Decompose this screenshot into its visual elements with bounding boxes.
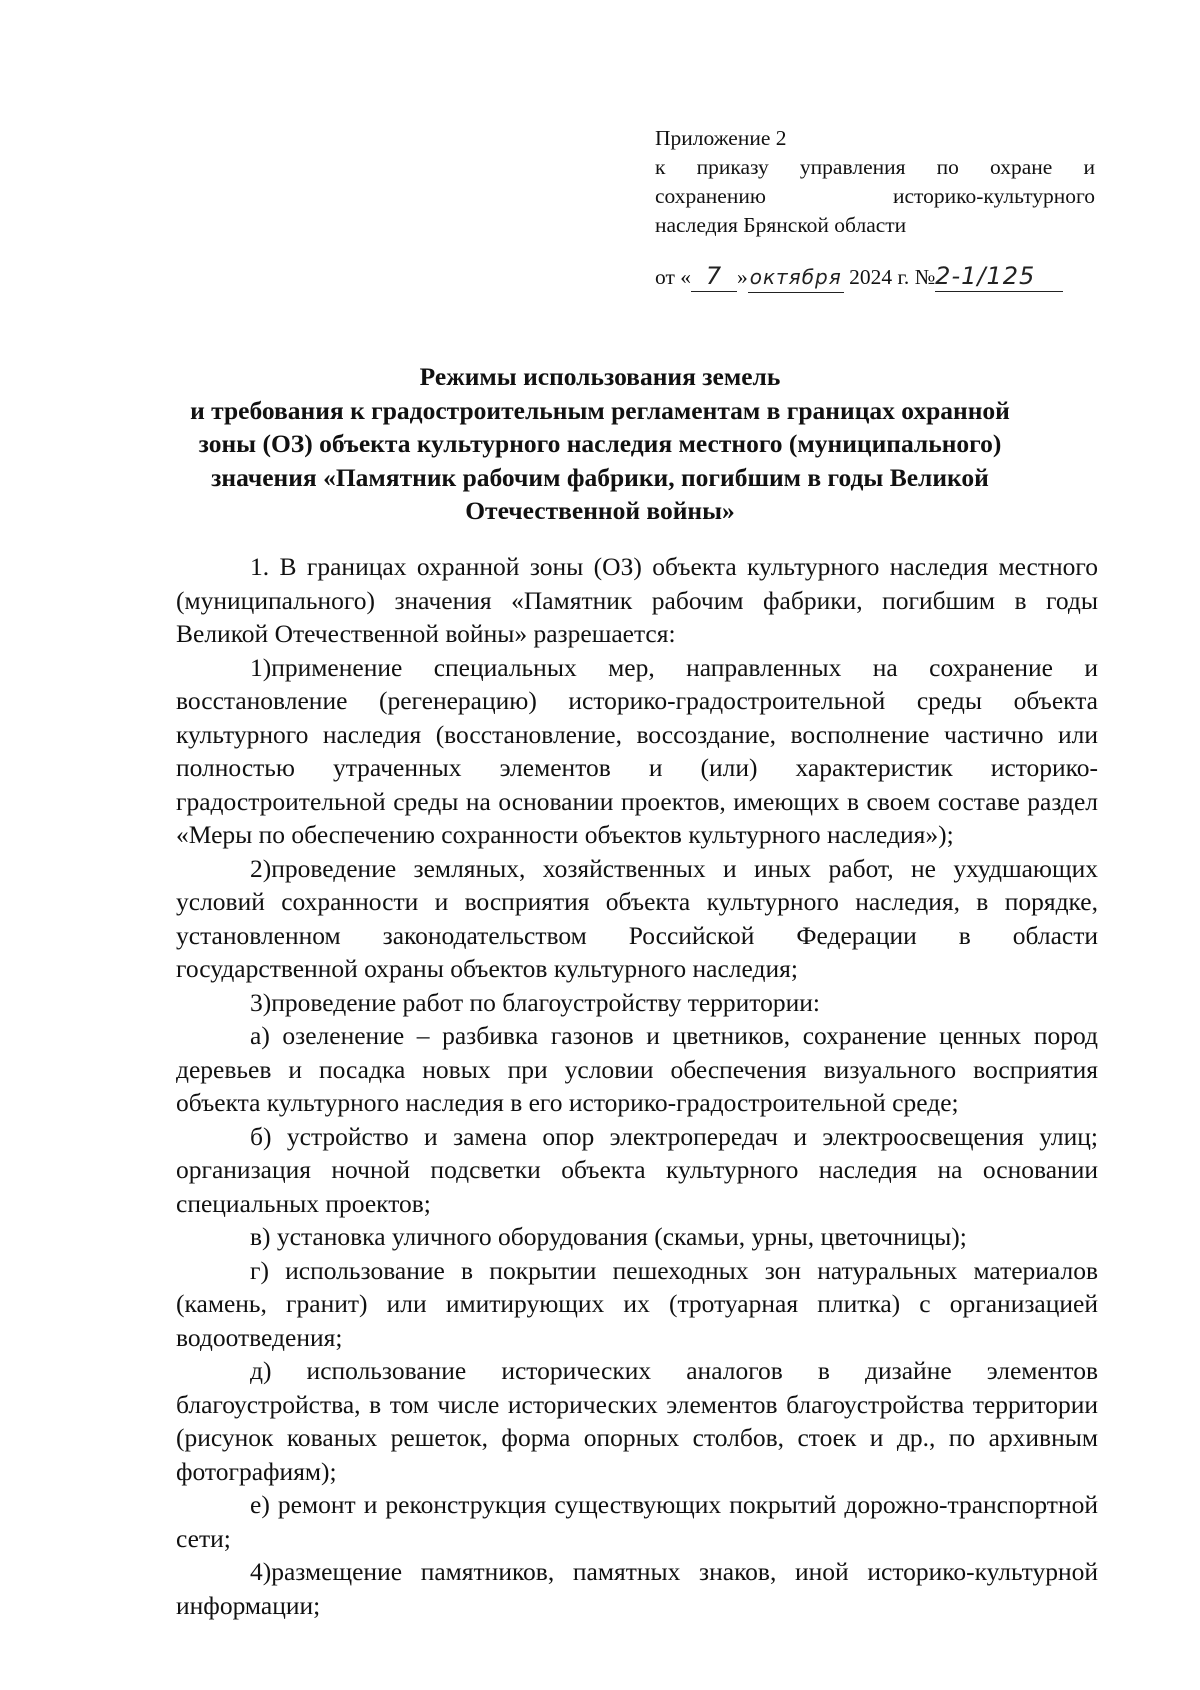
paragraph-sub-a: а) озеленение – разбивка газонов и цветников, сохранение ценных пород деревьев и посадка новых при условии обеспечения визуального восприятия объекта культурного наследия в его историко-градостроительной среде;: [176, 1021, 1098, 1117]
title-line: зоны (ОЗ) объекта культурного наследия местного (муниципального): [198, 429, 1002, 458]
title-line: значения «Памятник рабочим фабрики, погибшим в годы Великой: [211, 462, 989, 492]
appendix-label: Приложение 2: [655, 126, 787, 150]
order-number-handwritten: 2-1/125: [935, 262, 1063, 292]
document-body: [176, 550, 1098, 1622]
paragraph-item-4: 4)размещение памятников, памятных знаков, иной историко-культурной информации;: [176, 1557, 1098, 1620]
order-prefix: от «: [655, 265, 691, 289]
appendix-header: [655, 124, 1095, 240]
paragraph-item-2: 2)проведение земляных, хозяйственных и иных работ, не ухудшающих условий сохранности и восприятия объекта культурного наследия, в порядке, установленном законодательством Российской Федерации в области государственной охраны объектов культурного наследия;: [176, 853, 1098, 983]
title-line: Отечественной войны»: [465, 496, 735, 525]
order-mid: »: [737, 265, 748, 289]
title-line: и требования к градостроительным регламентам в границах охранной: [190, 395, 1010, 425]
document-title: [150, 360, 1050, 528]
order-year: 2024 г. №: [843, 265, 936, 289]
paragraph-intro: 1. В границах охранной зоны (ОЗ) объекта культурного наследия местного (муниципального) значения «Памятник рабочим фабрики, погибшим в годы Великой Отечественной войны» разрешается:: [176, 552, 1098, 648]
order-day-handwritten: 7: [691, 262, 737, 292]
order-month-handwritten: октября: [748, 263, 844, 293]
appendix-line: наследия Брянской области: [655, 213, 907, 237]
paragraph-sub-v: в) установка уличного оборудования (скамьи, урны, цветочницы);: [250, 1222, 967, 1251]
paragraph-sub-b: б) устройство и замена опор электропередач и электроосвещения улиц; организация ночной подсветки объекта культурного наследия на основании специальных проектов;: [176, 1121, 1098, 1218]
paragraph-sub-e: е) ремонт и реконструкция существующих покрытий дорожно-транспортной сети;: [176, 1490, 1098, 1553]
paragraph-item-3: 3)проведение работ по благоустройству территории:: [250, 987, 820, 1017]
paragraph-sub-g: г) использование в покрытии пешеходных зон натуральных материалов (камень, гранит) или имитирующих их (тротуарная плитка) с организацией водоотведения;: [176, 1255, 1098, 1352]
title-line: Режимы использования земель: [419, 362, 781, 391]
paragraph-sub-d: д) использование исторических аналогов в дизайне элементов благоустройства, в том числе исторических элементов благоустройства территории (рисунок кованых решеток, форма опорных столбов, стоек и др., по архивным фотографиям);: [176, 1356, 1098, 1486]
appendix-line: к приказу управления по охране и: [655, 155, 1095, 179]
order-date-number: [655, 262, 1063, 293]
appendix-line: сохранению историко-культурного: [655, 184, 1095, 208]
paragraph-item-1: 1)применение специальных мер, направленных на сохранение и восстановление (регенерацию) историко-градостроительной среды объекта культурного наследия (восстановление, воссоздание, восполнение частично или полностью утраченных элементов и (или) характеристик историко-градостроительной среды на основании проектов, имеющих в своем составе раздел «Меры по обеспечению сохранности объектов культурного наследия»);: [176, 652, 1098, 849]
